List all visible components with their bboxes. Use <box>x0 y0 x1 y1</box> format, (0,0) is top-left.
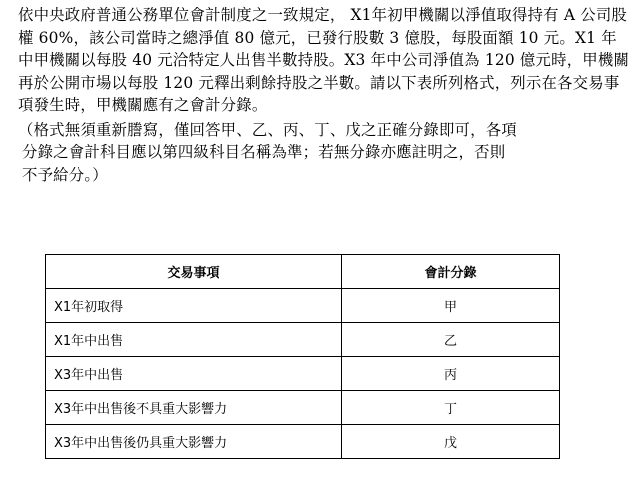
entry-cell: 甲 <box>342 289 560 323</box>
transaction-cell: X3年中出售後仍具重大影響力 <box>46 425 342 459</box>
header-journal-entry: 會計分錄 <box>342 255 560 289</box>
note-line: （格式無須重新謄寫，僅回答甲、乙、丙、丁、戊之正確分錄即可，各項 <box>18 120 517 139</box>
table-row <box>46 391 560 425</box>
table-row <box>46 357 560 391</box>
transaction-cell: X3年中出售後不具重大影響力 <box>46 391 342 425</box>
transaction-cell: X1年初取得 <box>46 289 342 323</box>
table-row <box>46 425 560 459</box>
journal-entry-table <box>45 254 560 459</box>
note-line: 分錄之會計科目應以第四級科目名稱為準；若無分錄亦應註明之，否則 <box>22 143 506 161</box>
transaction-cell: X3年中出售 <box>46 357 342 391</box>
transaction-cell: X1年中出售 <box>46 323 342 357</box>
table-header-row <box>46 255 560 289</box>
note-line: 不予給分。） <box>22 165 108 184</box>
entry-cell: 乙 <box>342 323 560 357</box>
entry-cell: 丙 <box>342 357 560 391</box>
answer-format-note <box>18 119 632 187</box>
table-row <box>46 289 560 323</box>
entry-cell: 丁 <box>342 391 560 425</box>
entry-cell: 戊 <box>342 425 560 459</box>
question-text <box>18 4 632 186</box>
table-row <box>46 323 560 357</box>
header-transaction: 交易事項 <box>46 255 342 289</box>
question-paragraph: 依中央政府普通公務單位會計制度之一致規定， X1年初甲機關以淨值取得持有 A 公司股權 60%，該公司當時之總淨值 80 億元，已發行股數 3 億股，每股面額 10 元。X1 年中甲機關以每股 40 元洽特定人出售半數持股。X3 年中公司淨值為 120 億元時，甲機關再於公開市場以每股 120 元釋出剩餘持股之半數。請以下表所列格式，列示在各交易事項發生時，甲機關應有之會計分錄。 <box>18 6 630 114</box>
